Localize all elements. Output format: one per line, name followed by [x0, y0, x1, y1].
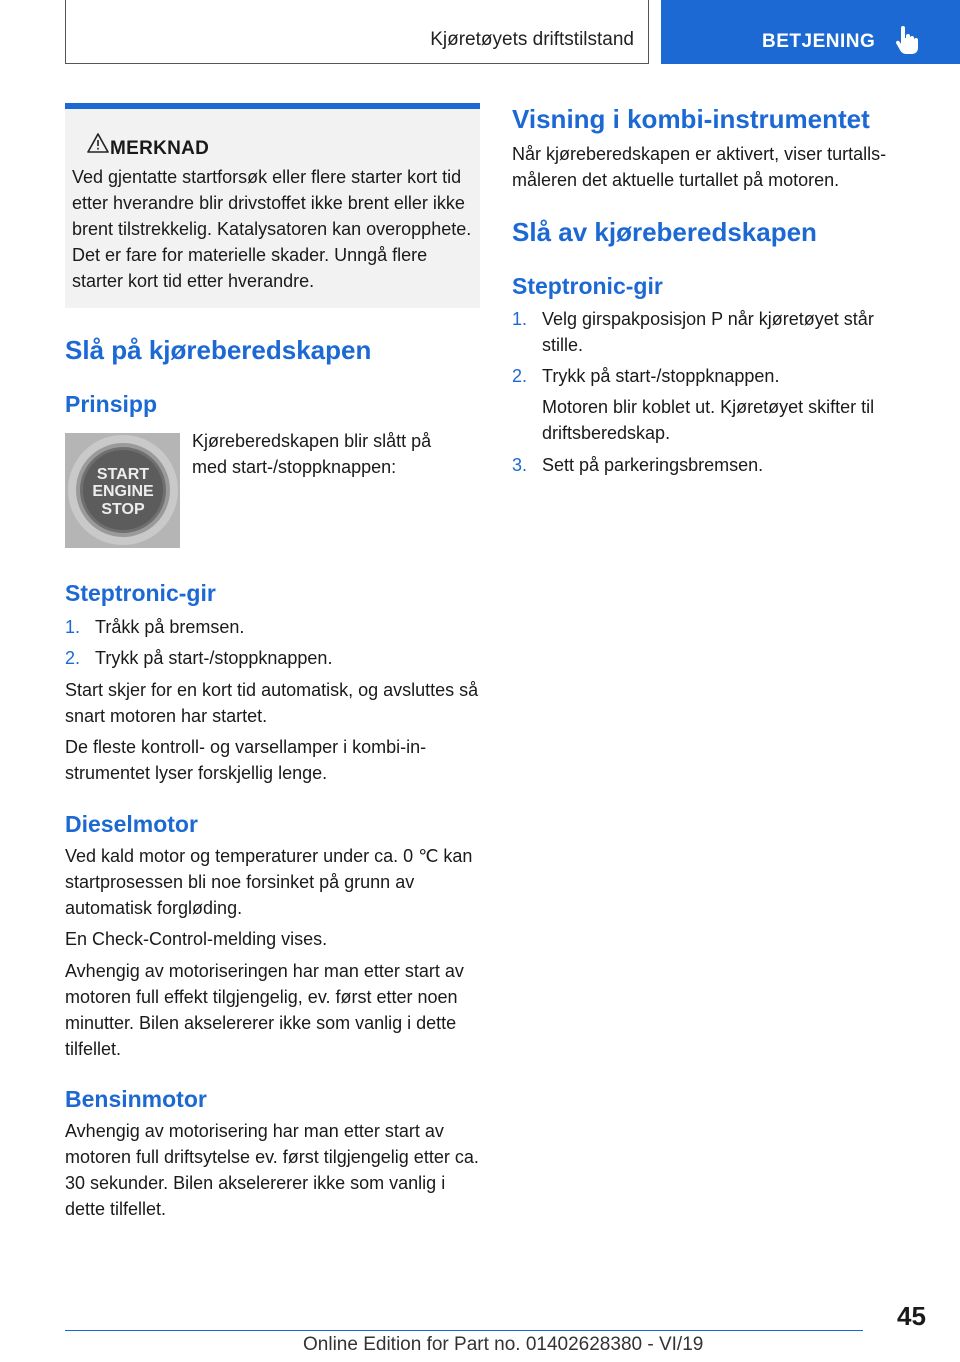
warning-triangle-icon	[87, 133, 109, 153]
header-title: Kjøretøyets driftstilstand	[430, 29, 634, 50]
paragraph: En Check-Control-melding vises.	[65, 929, 328, 949]
list-text: Tråkk på bremsen.	[95, 617, 245, 637]
paragraph: Start skjer for en kort tid automatisk, og avsluttes så snart motoren har startet.	[65, 680, 479, 726]
heading-steptronic-left: Steptronic-gir	[65, 580, 216, 606]
heading-steptronic-right: Steptronic-gir	[512, 273, 663, 299]
paragraph: Avhengig av motorisering har man etter start av motoren full driftsytelse ev. først tilgjengelig etter ca. 30 sekunder. Bilen akselererer ikke som vanlig i dette tilfellet.	[65, 1121, 479, 1219]
page-number: 45	[897, 1301, 926, 1331]
paragraph: Motoren blir koblet ut. Kjøretøyet skifter til driftsberedskap.	[542, 397, 875, 443]
footer-edition-text: Online Edition for Part no. 01402628380 - VI/19	[303, 1334, 704, 1355]
heading-turn-on: Slå på kjøreberedskapen	[65, 335, 372, 365]
paragraph: Når kjøreberedskapen er aktivert, viser turtallsmåleren det aktuelle turtallet på motoren.	[512, 144, 887, 190]
paragraph: Avhengig av motoriseringen har man etter start av motoren full effekt tilgjengelig, ev. først etter noen minutter. Bilen akselererer ikke som vanlig i dette tilfellet.	[65, 961, 464, 1059]
list-item	[65, 645, 475, 671]
list-text: Velg girspakposisjon P når kjøretøyet står stille.	[542, 309, 874, 355]
note-box	[65, 103, 480, 308]
start-stop-button-image	[65, 433, 180, 548]
list-item	[512, 306, 907, 358]
pointing-hand-icon	[895, 26, 919, 54]
heading-petrol: Bensinmotor	[65, 1086, 207, 1112]
list-item	[512, 363, 907, 389]
header-title-box	[65, 0, 649, 64]
note-label: MERKNAD	[110, 138, 210, 159]
heading-diesel: Dieselmotor	[65, 811, 198, 837]
heading-display: Visning i kombi-instrumentet	[512, 104, 870, 134]
image-text-start: START	[96, 466, 150, 483]
heading-turn-off: Slå av kjøreberedskapen	[512, 217, 817, 247]
note-text: Ved gjentatte startforsøk eller flere starter kort tid etter hverandre blir drivstoffet ikke brent eller ikke brent tilstrekkelig. Katalysatoren kan overopphete. Det er fare for materielle skader. Unngå flere starter kort tid etter hverandre.	[72, 167, 472, 291]
list-number: 3.	[512, 455, 528, 475]
paragraph: De fleste kontroll- og varsellamper i kombi-instrumentet lyser forskjellig lenge.	[65, 737, 427, 783]
list-number: 1.	[512, 309, 528, 329]
list-text: Sett på parkeringsbremsen.	[542, 455, 764, 475]
list-number: 1.	[65, 617, 81, 637]
footer-divider	[65, 1330, 863, 1331]
list-number: 2.	[65, 648, 81, 668]
list-item	[512, 452, 907, 478]
paragraph: Ved kald motor og temperaturer under ca. 0 ℃ kan startprosessen bli noe forsinket på grunn av automatisk forgløding.	[65, 846, 473, 918]
header-section-label: BETJENING	[762, 31, 876, 52]
list-text: Trykk på start-/stoppknappen.	[95, 648, 333, 668]
header-section-tab	[661, 0, 960, 64]
list-number: 2.	[512, 366, 528, 386]
image-text-stop: STOP	[101, 501, 145, 518]
list-text: Trykk på start-/stoppknappen.	[542, 366, 780, 386]
heading-principle: Prinsipp	[65, 391, 158, 417]
list-item	[65, 614, 475, 640]
image-text-engine: ENGINE	[92, 483, 154, 500]
principle-text: Kjøreberedskapen blir slått på med start-/stoppknappen:	[192, 431, 432, 477]
